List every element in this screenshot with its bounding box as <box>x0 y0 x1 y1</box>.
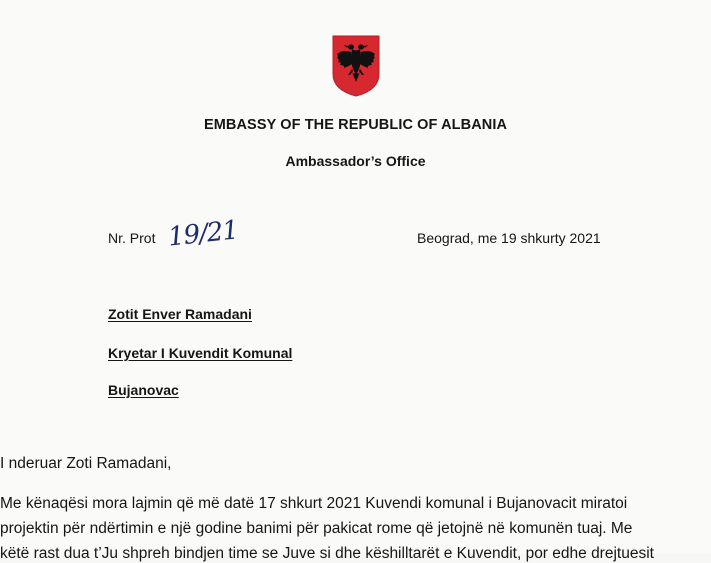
protocol-number-handwritten: 19/21 <box>166 215 240 253</box>
body-line: projektin për ndërtimin e një godine banimi për pakicat rome që jetojnë në komunën tuaj. Me <box>0 520 633 537</box>
office-subheading: Ambassador’s Office <box>285 153 426 169</box>
place-and-date: Beograd, me 19 shkurty 2021 <box>417 230 601 246</box>
recipient-place: Bujanovac <box>108 382 179 398</box>
letter-salutation: I nderuar Zoti Ramadani, <box>0 455 172 472</box>
albania-coat-of-arms-icon <box>331 34 381 98</box>
embassy-heading: EMBASSY OF THE REPUBLIC OF ALBANIA <box>203 117 508 133</box>
protocol-label: Nr. Prot <box>108 230 156 246</box>
body-line: Me kënaqësi mora lajmin që më datë 17 shkurt 2021 Kuvendi komunal i Bujanovacit miratoi <box>0 495 628 512</box>
body-line: këtë rast dua t’Ju shpreh bindjen time se Juve si dhe këshilltarët e Kuvendit, por edhe drejtuesit <box>0 545 654 562</box>
recipient-title: Kryetar I Kuvendit Komunal <box>108 345 293 361</box>
recipient-name: Zotit Enver Ramadani <box>108 306 252 322</box>
